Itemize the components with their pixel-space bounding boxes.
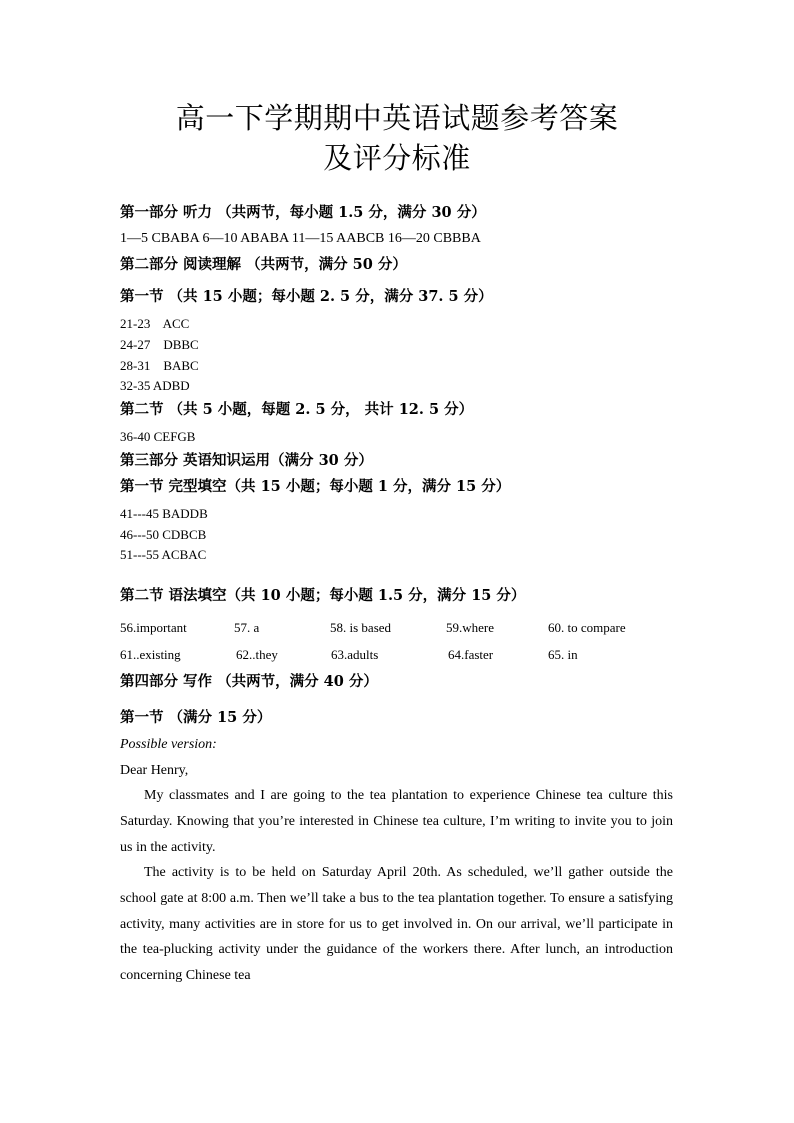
grammar-answer: 57. a — [234, 620, 260, 635]
part1-heading: 第一部分 听力 （共两节，每小题 1.5 分，满分 30 分） — [120, 204, 486, 221]
letter-paragraph-2: The activity is to be held on Saturday April 20th. As scheduled, we’ll gather outside the school gate at 8:00 a.m. Then we’ll take a bus to the tea plantation together. To ensure a satisfying activity, many activities are in store for us to get involved in. On our arrival, we’ll participate in the tea-plucking activity under the guidance of the workers there. After lunch, an introduction concerning Chinese tea — [120, 865, 673, 984]
grammar-answer: 61..existing — [120, 647, 181, 662]
answer-line: 21-23 ACC — [120, 316, 190, 331]
letter-salutation: Dear Henry, — [120, 763, 189, 778]
answer-line: 24-27 DBBC — [120, 337, 199, 352]
letter-paragraph-1: My classmates and I are going to the tea plantation to experience Chinese tea culture this Saturday. Knowing that you’re interested in Chinese tea culture, I’m writing to invite you to join us in the activity. — [120, 788, 673, 855]
grammar-answer: 63.adults — [331, 647, 379, 662]
part2-section2-heading: 第二节 （共 5 小题，每题 2. 5 分， 共计 12. 5 分） — [120, 401, 474, 418]
part2-heading: 第二部分 阅读理解 （共两节，满分 50 分） — [120, 256, 407, 273]
answer-line: 51---55 ACBAC — [120, 547, 207, 562]
answer-line: 32-35 ADBD — [120, 378, 190, 393]
grammar-answer: 59.where — [446, 620, 495, 635]
grammar-answer: 62..they — [236, 647, 278, 662]
grammar-answer: 60. to compare — [548, 620, 626, 635]
part4-heading: 第四部分 写作 （共两节，满分 40 分） — [120, 673, 378, 690]
part4-section1-heading: 第一节 （满分 15 分） — [120, 709, 272, 726]
grammar-answer: 56.important — [120, 620, 187, 635]
grammar-answer: 64.faster — [448, 647, 494, 662]
part3-heading: 第三部分 英语知识运用（满分 30 分） — [120, 452, 373, 469]
grammar-answer: 65. in — [548, 647, 578, 662]
part1-answers: 1—5 CBABA 6—10 ABABA 11—15 AABCB 16—20 CBBBA — [120, 231, 481, 246]
answer-line: 46---50 CDBCB — [120, 527, 207, 542]
part2-section2-answers: 36-40 CEFGB — [120, 429, 196, 444]
answer-line: 41---45 BADDB — [120, 506, 208, 521]
answer-line: 28-31 BABC — [120, 358, 199, 373]
part2-section1-heading: 第一节 （共 15 小题；每小题 2. 5 分，满分 37. 5 分） — [120, 288, 493, 305]
document-title-line2: 及评分标准 — [323, 141, 471, 175]
grammar-answer: 58. is based — [330, 620, 392, 635]
possible-version-label: Possible version: — [120, 737, 217, 752]
document-title-line1: 高一下学期期中英语试题参考答案 — [175, 101, 619, 135]
part3-section1-heading: 第一节 完型填空（共 15 小题；每小题 1 分，满分 15 分） — [120, 478, 511, 495]
part3-section2-heading: 第二节 语法填空（共 10 小题；每小题 1.5 分，满分 15 分） — [120, 587, 526, 604]
